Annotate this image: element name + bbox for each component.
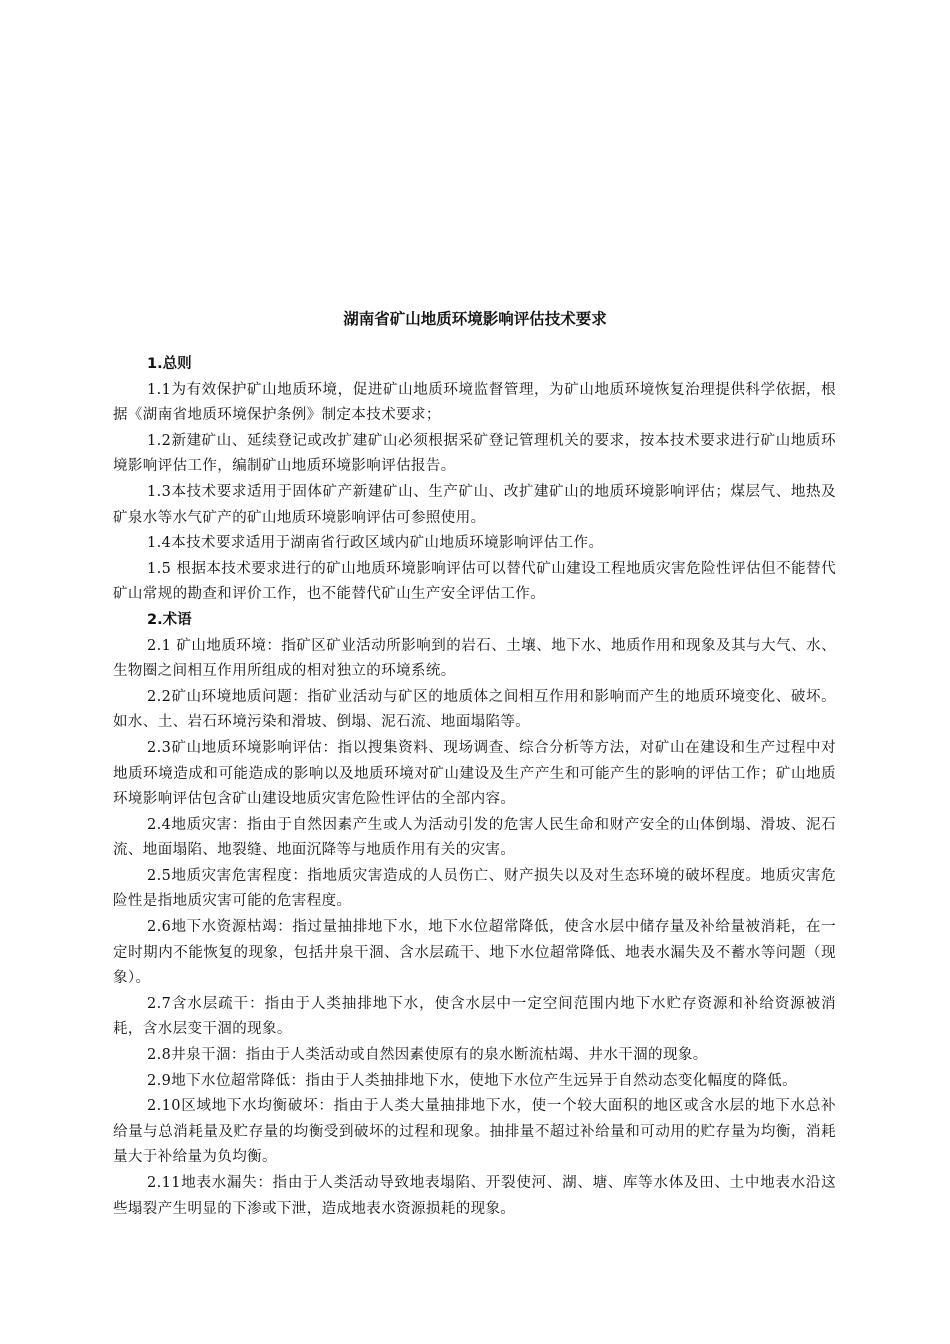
paragraph: 2.5地质灾害危害程度：指地质灾害造成的人员伤亡、财产损失以及对生态环境的破坏程度。地质灾害危险性是指地质灾害可能的危害程度。 (113, 867, 836, 910)
paragraph: 2.4地质灾害：指由于自然因素产生或人为活动引发的危害人民生命和财产安全的山体倒塌、滑坡、泥石流、地面塌陷、地裂缝、地面沉降等与地质作用有关的灾害。 (113, 816, 836, 859)
paragraph: 2.1 矿山地质环境：指矿区矿业活动所影响到的岩石、土壤、地下水、地质作用和现象及其与大气、水、生物圈之间相互作用所组成的相对独立的环境系统。 (113, 637, 836, 680)
paragraph: 1.4本技术要求适用于湖南省行政区域内矿山地质环境影响评估工作。 (147, 535, 604, 552)
section-heading: 1.总则 (147, 356, 192, 372)
section-general (113, 352, 836, 608)
section-terms (113, 608, 836, 1222)
paragraph: 1.2新建矿山、延续登记或改扩建矿山必须根据采矿登记管理机关的要求，按本技术要求进行矿山地质环境影响评估工作，编制矿山地质环境影响评估报告。 (113, 432, 836, 475)
section-heading: 2.术语 (147, 611, 192, 628)
paragraph: 1.3本技术要求适用于固体矿产新建矿山、生产矿山、改扩建矿山的地质环境影响评估；煤层气、地热及矿泉水等水气矿产的矿山地质环境影响评估可参照使用。 (113, 483, 836, 526)
paragraph: 2.3矿山地质环境影响评估：指以搜集资料、现场调查、综合分析等方法，对矿山在建设和生产过程中对地质环境造成和可能造成的影响以及地质环境对矿山建设及生产产生和可能产生的影响的评估工作；矿山地质环境影响评估包含矿山建设地质灾害危险性评估的全部内容。 (113, 739, 836, 808)
paragraph: 1.1为有效保护矿山地质环境，促进矿山地质环境监督管理，为矿山地质环境恢复治理提供科学依据，根据《湖南省地质环境保护条例》制定本技术要求； (113, 381, 836, 424)
paragraph: 2.10区域地下水均衡破坏：指由于人类大量抽排地下水，使一个较大面积的地区或含水层的地下水总补给量与总消耗量及贮存量的均衡受到破坏的过程和现象。抽排量不超过补给量和可动用的贮存量为均衡，消耗量大于补给量为负均衡。 (113, 1098, 836, 1166)
paragraph: 2.7含水层疏干：指由于人类抽排地下水，使含水层中一定空间范围内地下水贮存资源和补给资源被消耗，含水层变干涸的现象。 (113, 995, 836, 1038)
paragraph: 2.9地下水位超常降低：指由于人类抽排地下水，使地下水位产生远异于自然动态变化幅度的降低。 (147, 1072, 798, 1089)
paragraph: 2.8井泉干涸：指由于人类活动或自然因素使原有的泉水断流枯竭、井水干涸的现象。 (147, 1047, 708, 1064)
document-title: 湖南省矿山地质环境影响评估技术要求 (343, 310, 607, 328)
paragraph: 2.6地下水资源枯竭：指过量抽排地下水，地下水位超常降低，使含水层中储存量及补给量被消耗，在一定时期内不能恢复的现象，包括井泉干涸、含水层疏干、地下水位超常降低、地表水漏失及不蓄水等问题（现象）。 (113, 919, 836, 987)
paragraph: 1.5 根据本技术要求进行的矿山地质环境影响评估可以替代矿山建设工程地质灾害危险性评估但不能替代矿山常规的勘查和评价工作，也不能替代矿山生产安全评估工作。 (113, 560, 836, 603)
document-body (113, 352, 836, 1222)
paragraph: 2.11地表水漏失：指由于人类活动导致地表塌陷、开裂使河、湖、塘、库等水体及田、土中地表水沿这些塌裂产生明显的下渗或下泄，造成地表水资源损耗的现象。 (113, 1175, 836, 1217)
paragraph: 2.2矿山环境地质问题：指矿业活动与矿区的地质体之间相互作用和影响而产生的地质环境变化、破坏。如水、土、岩石环境污染和滑坡、倒塌、泥石流、地面塌陷等。 (113, 688, 836, 731)
